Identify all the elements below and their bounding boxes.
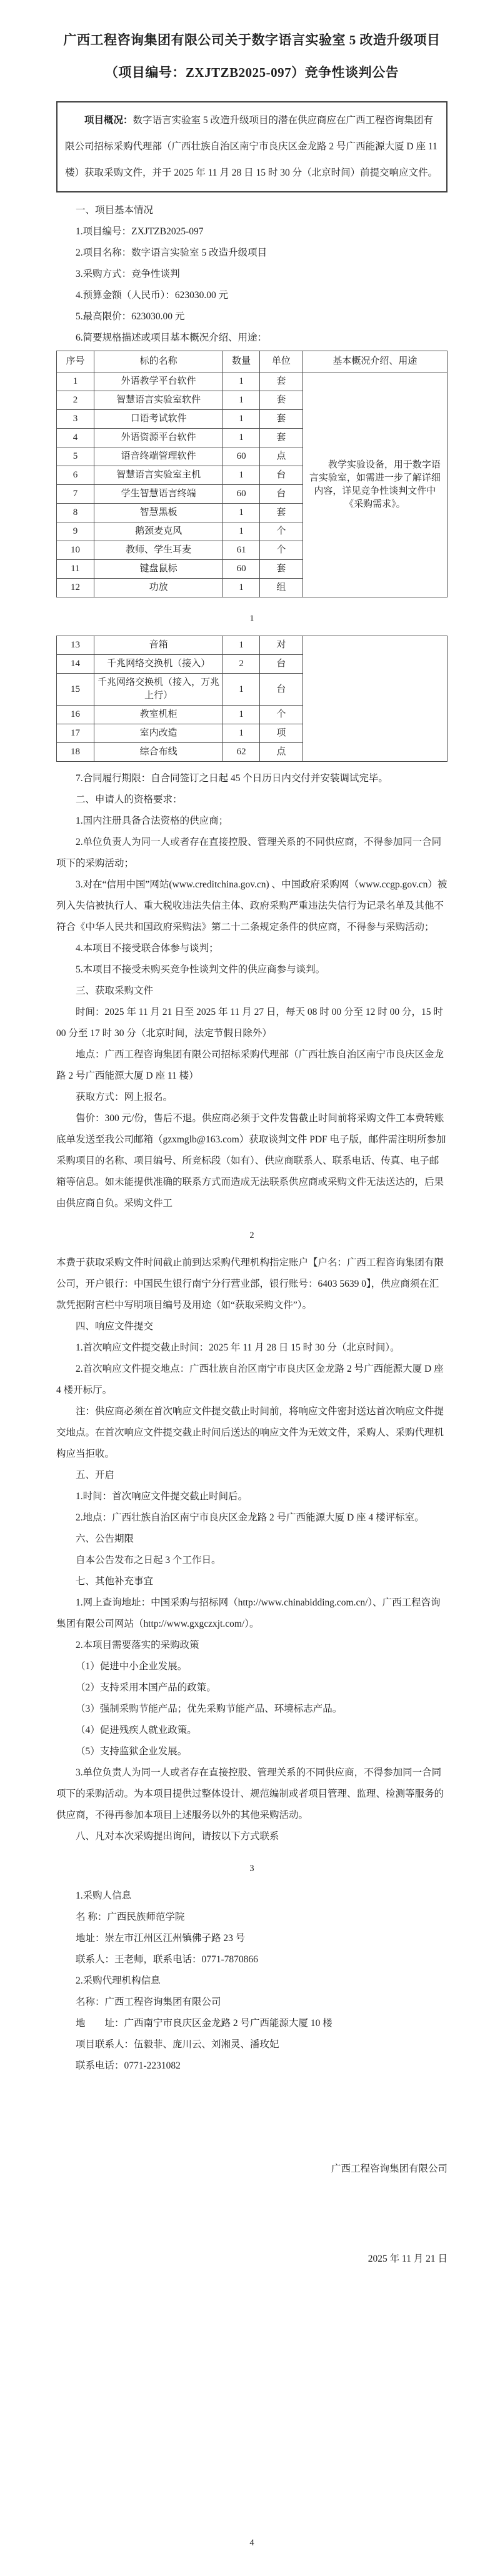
- blank-area: [56, 2334, 448, 2522]
- section2-item4: 4.本项目不接受联合体参与谈判；: [76, 943, 219, 954]
- table-row: [57, 372, 448, 391]
- section5-heading: 五、开启: [76, 1470, 115, 1480]
- section7-heading: 七、其他补充事宜: [76, 1576, 154, 1587]
- cell-name: 教室机柜: [94, 706, 223, 724]
- section7-item1: 1.网上查询地址：中国采购与招标网（http://www.chinabidding.com.cn/）、广西工程咨询集团有限公司网站（http://www.gxgczxjt.com/）。: [56, 1597, 441, 1629]
- page-title: [56, 24, 448, 89]
- agency-contacts: 项目联系人：伍毅菲、庞川云、刘湘灵、潘玫妃: [76, 2039, 279, 2050]
- cell-qty: 1: [223, 391, 260, 410]
- cell-unit: 个: [260, 541, 303, 560]
- section3-place: 地点：广西工程咨询集团有限公司招标采购代理部（广西壮族自治区南宁市良庆区金龙路 2 号广西能源大厦 D 座 11 楼）: [56, 1049, 444, 1081]
- cell-name: 外语教学平台软件: [94, 372, 223, 391]
- cell-name: 鹅颈麦克风: [94, 522, 223, 541]
- goods-table-header-row: [57, 351, 448, 372]
- cell-qty: 1: [223, 504, 260, 522]
- cell-name: 音箱: [94, 636, 223, 655]
- purchaser-address: 地址：崇左市江州区江州镇佛子路 23 号: [76, 1933, 246, 1944]
- section3-price-part2: 本费于获取采购文件时间截止前到达采购代理机构指定账户【户名：广西工程咨询集团有限公司，开户银行：中国民生银行南宁分行营业部，银行账号：6403 5639 0】，供应商须在汇款凭据附言栏中写明项目编号及用途（如“获取采购文件”）。: [56, 1257, 444, 1310]
- cell-qty: 1: [223, 410, 260, 429]
- cell-qty: 1: [223, 706, 260, 724]
- cell-no: 12: [57, 579, 94, 597]
- section7-policy3: （3）强制采购节能产品；优先采购节能产品、环境标志产品。: [76, 1704, 342, 1714]
- cell-name: 口语考试软件: [94, 410, 223, 429]
- cell-no: 18: [57, 743, 94, 762]
- section4-note: 注：供应商必须在首次响应文件提交截止时间前，将响应文件密封送达首次响应文件提交地点。在首次响应文件提交截止时间后送达的响应文件为无效文件，采购人、采购代理机构应当拒收。: [56, 1406, 444, 1459]
- title-line-2: （项目编号：ZXJTZB2025-097）竞争性谈判公告: [104, 65, 399, 80]
- cell-qty: 1: [223, 372, 260, 391]
- cell-unit: 个: [260, 706, 303, 724]
- cell-unit: 套: [260, 504, 303, 522]
- goods-table-continued: [56, 636, 448, 762]
- cell-name: 键盘鼠标: [94, 560, 223, 579]
- cell-unit: 台: [260, 655, 303, 674]
- section7-item3: 3.单位负责人为同一人或者存在直接控股、管理关系的不同供应商，不得参加同一合同项下的采购活动。为本项目提供过整体设计、规范编制或者项目管理、监理、检测等服务的供应商，不得再参加本项目上述服务以外的其他采购活动。: [56, 1767, 444, 1820]
- section3-method: 获取方式：网上报名。: [76, 1092, 173, 1102]
- cell-name: 千兆网络交换机（接入）: [94, 655, 223, 674]
- section2-item1: 1.国内注册具备合法资格的供应商；: [76, 816, 229, 826]
- section3-price-part1: 售价：300 元/份，售后不退。供应商必须于文件发售截止时间前将采购文件工本费转账底单发送至我公司邮箱（gzxmglb@163.com）获取谈判文件 PDF 电子版，邮件需注明所参加采购项目的名称、项目编号、所竞标段（如有）、供应商联系人、联系电话、传真、电子邮箱等信息。如未能提供准确的联系方式而造成无法联系供应商或采购文件无法送达的，后果由供应商自负。采购文件工: [56, 1113, 446, 1209]
- page-number-1: 1: [249, 614, 254, 624]
- cell-name: 智慧黑板: [94, 504, 223, 522]
- agency-name: 名称：广西工程咨询集团有限公司: [76, 1997, 221, 2007]
- project-overview-text: [65, 107, 439, 186]
- cell-name: 教师、学生耳麦: [94, 541, 223, 560]
- section1-heading: 一、项目基本情况: [76, 205, 154, 216]
- project-overview-body: 数字语言实验室 5 改造升级项目的潜在供应商应在广西工程咨询集团有限公司招标采购代理部（广西壮族自治区南宁市良庆区金龙路 2 号广西能源大厦 D 座 11 楼）获取采购文件，并于 2025 年 11 月 28 日 15 时 30 分（北京时间）前提交响应文件。: [65, 115, 440, 178]
- cell-no: 17: [57, 724, 94, 743]
- section4-item2: 2.首次响应文件提交地点：广西壮族自治区南宁市良庆区金龙路 2 号广西能源大厦 D 座 4 楼开标厅。: [56, 1364, 446, 1395]
- cell-unit: 套: [260, 429, 303, 447]
- section1-item2: 2.项目名称：数字语言实验室 5 改造升级项目: [76, 247, 268, 258]
- cell-no: 3: [57, 410, 94, 429]
- cell-unit: 台: [260, 466, 303, 485]
- cell-no: 2: [57, 391, 94, 410]
- section2-item5: 5.本项目不接受未购买竞争性谈判文件的供应商参与谈判。: [76, 964, 326, 975]
- cell-qty: 1: [223, 636, 260, 655]
- col-header-no: 序号: [57, 351, 94, 372]
- section7-policy5: （5）支持监狱企业发展。: [76, 1746, 188, 1757]
- signature-date: 2025 年 11 月 21 日: [368, 2254, 448, 2264]
- signature-company: 广西工程咨询集团有限公司: [331, 2164, 448, 2174]
- cell-qty: 1: [223, 724, 260, 743]
- cell-name: 综合布线: [94, 743, 223, 762]
- page-number-2: 2: [249, 1231, 254, 1241]
- cell-unit: 套: [260, 410, 303, 429]
- cell-unit: 个: [260, 522, 303, 541]
- col-header-desc: 基本概况介绍、用途: [302, 351, 447, 372]
- goods-table: [56, 351, 448, 597]
- section3-time: 时间：2025 年 11 月 21 日至 2025 年 11 月 27 日，每天 08 时 00 分至 12 时 00 分，15 时 00 分至 17 时 30 分（北京时间，法定节假日除外）: [56, 1007, 446, 1039]
- cell-unit: 项: [260, 724, 303, 743]
- section1-item1: 1.项目编号：ZXJTZB2025-097: [76, 226, 204, 237]
- col-header-name: 标的名称: [94, 351, 223, 372]
- cell-qty: 61: [223, 541, 260, 560]
- cell-qty: 1: [223, 429, 260, 447]
- goods-description-continued-cell: [302, 636, 447, 762]
- cell-no: 15: [57, 674, 94, 706]
- section1-item6: 6.简要规格描述或项目基本概况介绍、用途：: [76, 332, 268, 343]
- cell-qty: 1: [223, 579, 260, 597]
- section7-policy4: （4）促进残疾人就业政策。: [76, 1725, 197, 1735]
- cell-no: 16: [57, 706, 94, 724]
- cell-name: 智慧语言实验室主机: [94, 466, 223, 485]
- cell-unit: 台: [260, 485, 303, 504]
- section1-item7: 7.合同履行期限：自合同签订之日起 45 个日历日内交付并安装调试完毕。: [76, 773, 388, 784]
- agency-phone: 联系电话：0771-2231082: [76, 2060, 181, 2071]
- cell-name: 智慧语言实验室软件: [94, 391, 223, 410]
- cell-qty: 1: [223, 522, 260, 541]
- cell-no: 4: [57, 429, 94, 447]
- section1-item4: 4.预算金额（人民币）：623030.00 元: [76, 290, 229, 301]
- section6-text: 自本公告发布之日起 3 个工作日。: [76, 1555, 221, 1565]
- section2-heading: 二、申请人的资格要求：: [76, 794, 182, 805]
- cell-qty: 62: [223, 743, 260, 762]
- agency-heading: 2.采购代理机构信息: [76, 1975, 161, 1986]
- page-number-4: 4: [249, 2538, 254, 2548]
- section4-item1: 1.首次响应文件提交截止时间：2025 年 11 月 28 日 15 时 30 分（北京时间）。: [76, 1342, 400, 1353]
- cell-no: 5: [57, 447, 94, 466]
- section7-policy2: （2）支持采用本国产品的政策。: [76, 1682, 216, 1693]
- section7-item2-heading: 2.本项目需要落实的采购政策: [76, 1640, 199, 1650]
- cell-qty: 1: [223, 674, 260, 706]
- cell-qty: 60: [223, 485, 260, 504]
- cell-unit: 套: [260, 391, 303, 410]
- section7-policy1: （1）促进中小企业发展。: [76, 1661, 188, 1672]
- cell-qty: 2: [223, 655, 260, 674]
- cell-no: 1: [57, 372, 94, 391]
- cell-name: 千兆网络交换机（接入，万兆上行）: [94, 674, 223, 706]
- cell-no: 7: [57, 485, 94, 504]
- cell-name: 学生智慧语言终端: [94, 485, 223, 504]
- section1-item3: 3.采购方式：竞争性谈判: [76, 269, 180, 279]
- cell-no: 8: [57, 504, 94, 522]
- purchaser-contact: 联系人：王老师，联系电话：0771-7870866: [76, 1954, 258, 1965]
- project-overview-label: 项目概况：: [84, 115, 133, 126]
- project-overview-box: [56, 101, 448, 192]
- goods-description-cell: 教学实验设备，用于数字语言实验室，如需进一步了解详细内容，详见竞争性谈判文件中《采购需求》。: [302, 372, 447, 597]
- cell-no: 9: [57, 522, 94, 541]
- section3-heading: 三、获取采购文件: [76, 986, 154, 996]
- cell-unit: 套: [260, 372, 303, 391]
- section5-item2: 2.地点：广西壮族自治区南宁市良庆区金龙路 2 号广西能源大厦 D 座 4 楼评标室。: [76, 1512, 424, 1523]
- cell-no: 11: [57, 560, 94, 579]
- table-row: [57, 636, 448, 655]
- cell-qty: 60: [223, 447, 260, 466]
- cell-unit: 组: [260, 579, 303, 597]
- cell-name: 外语资源平台软件: [94, 429, 223, 447]
- section2-item3: 3.对在“信用中国”网站(www.creditchina.gov.cn) 、中国政府采购网（www.ccgp.gov.cn）被列入失信被执行人、重大税收违法失信主体、政府采购严重违法失信行为记录名单及其他不符合《中华人民共和国政府采购法》第二十二条规定条件的供应商，不得参与采购活动；: [56, 879, 448, 932]
- cell-name: 功放: [94, 579, 223, 597]
- cell-unit: 点: [260, 447, 303, 466]
- cell-unit: 台: [260, 674, 303, 706]
- cell-no: 14: [57, 655, 94, 674]
- section8-heading: 八、凡对本次采购提出询问，请按以下方式联系: [76, 1831, 279, 1842]
- cell-no: 10: [57, 541, 94, 560]
- section6-heading: 六、公告期限: [76, 1534, 134, 1544]
- agency-address: 地 址：广西南宁市良庆区金龙路 2 号广西能源大厦 10 楼: [76, 2018, 332, 2029]
- title-line-1: 广西工程咨询集团有限公司关于数字语言实验室 5 改造升级项目: [63, 32, 441, 47]
- purchaser-name: 名 称：广西民族师范学院: [76, 1912, 185, 1922]
- col-header-qty: 数量: [223, 351, 260, 372]
- purchaser-heading: 1.采购人信息: [76, 1890, 132, 1901]
- cell-qty: 1: [223, 466, 260, 485]
- signature-block: [56, 2094, 448, 2334]
- section2-item2: 2.单位负责人为同一人或者存在直接控股、管理关系的不同供应商，不得参加同一合同项下的采购活动；: [56, 837, 442, 869]
- cell-unit: 对: [260, 636, 303, 655]
- cell-name: 室内改造: [94, 724, 223, 743]
- page-number-3: 3: [249, 1864, 254, 1874]
- cell-name: 语音终端管理软件: [94, 447, 223, 466]
- cell-no: 6: [57, 466, 94, 485]
- section5-item1: 1.时间：首次响应文件提交截止时间后。: [76, 1491, 248, 1502]
- cell-qty: 60: [223, 560, 260, 579]
- cell-no: 13: [57, 636, 94, 655]
- cell-unit: 套: [260, 560, 303, 579]
- section1-item5: 5.最高限价：623030.00 元: [76, 311, 185, 322]
- section4-heading: 四、响应文件提交: [76, 1321, 154, 1332]
- col-header-unit: 单位: [260, 351, 303, 372]
- cell-unit: 点: [260, 743, 303, 762]
